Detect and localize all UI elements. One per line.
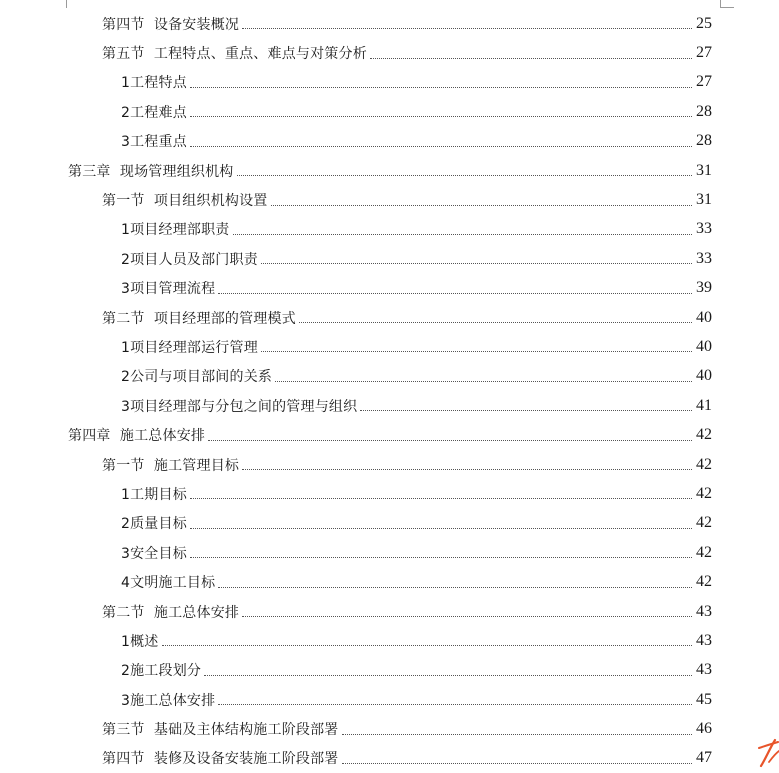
toc-entry[interactable] bbox=[0, 391, 712, 420]
toc-entry[interactable] bbox=[0, 303, 712, 332]
toc-entry-title: 第二节 项目经理部的管理模式 bbox=[102, 310, 296, 327]
toc-dot-leader bbox=[218, 279, 692, 294]
toc-dot-leader bbox=[261, 249, 692, 264]
toc-entry-page-number: 42 bbox=[696, 514, 712, 532]
toc-entry-title: 2公司与项目部间的关系 bbox=[121, 369, 273, 386]
toc-entry-page-number: 28 bbox=[696, 132, 712, 150]
toc-entry-title: 第三节 基础及主体结构施工阶段部署 bbox=[102, 722, 339, 739]
toc-dot-leader bbox=[218, 690, 692, 705]
toc-dot-leader bbox=[261, 337, 692, 352]
toc-entry[interactable] bbox=[0, 714, 712, 743]
toc-entry-title: 第四节 装修及设备安装施工阶段部署 bbox=[102, 751, 339, 768]
toc-entry[interactable] bbox=[0, 744, 712, 773]
toc-entry[interactable] bbox=[0, 215, 712, 244]
toc-entry[interactable] bbox=[0, 420, 712, 449]
toc-entry-page-number: 31 bbox=[696, 161, 712, 179]
toc-entry-title: 3工程重点 bbox=[121, 134, 187, 151]
toc-entry-page-number: 40 bbox=[696, 337, 712, 355]
toc-entry-page-number: 33 bbox=[696, 249, 712, 267]
toc-entry[interactable] bbox=[0, 626, 712, 655]
toc-entry[interactable] bbox=[0, 538, 712, 567]
toc-entry-title: 1项目经理部运行管理 bbox=[121, 339, 258, 356]
toc-entry[interactable] bbox=[0, 9, 712, 38]
toc-entry-title: 第四节 设备安装概况 bbox=[102, 16, 240, 33]
toc-entry-title: 第五节 工程特点、重点、难点与对策分析 bbox=[102, 46, 367, 63]
toc-dot-leader bbox=[162, 631, 692, 646]
toc-dot-leader bbox=[190, 484, 692, 499]
page-corner-mark-left bbox=[66, 0, 67, 8]
toc-entry-page-number: 47 bbox=[696, 749, 712, 767]
toc-entry-page-number: 42 bbox=[696, 426, 712, 444]
toc-entry-page-number: 25 bbox=[696, 14, 712, 32]
toc-entry[interactable] bbox=[0, 127, 712, 156]
toc-entry-title: 2工程难点 bbox=[121, 104, 187, 121]
toc-entry-title: 3施工总体安排 bbox=[121, 692, 216, 709]
toc-entry[interactable] bbox=[0, 185, 712, 214]
toc-entry-title: 4文明施工目标 bbox=[121, 575, 216, 592]
toc-dot-leader bbox=[360, 396, 692, 411]
toc-dot-leader bbox=[190, 514, 692, 529]
toc-entry[interactable] bbox=[0, 450, 712, 479]
toc-dot-leader bbox=[271, 191, 693, 206]
toc-entry-title: 第二节 施工总体安排 bbox=[102, 604, 240, 621]
toc-entry-title: 第四章 施工总体安排 bbox=[68, 428, 206, 445]
toc-dot-leader bbox=[190, 543, 692, 558]
toc-entry-title: 2施工段划分 bbox=[121, 663, 202, 680]
toc-dot-leader bbox=[237, 161, 693, 176]
toc-entry-title: 第三章 现场管理组织机构 bbox=[68, 163, 234, 180]
toc-entry[interactable] bbox=[0, 597, 712, 626]
toc-entry[interactable] bbox=[0, 567, 712, 596]
toc-dot-leader bbox=[190, 102, 692, 117]
toc-entry-page-number: 33 bbox=[696, 220, 712, 238]
toc-entry[interactable] bbox=[0, 332, 712, 361]
toc-entry[interactable] bbox=[0, 156, 712, 185]
toc-entry-page-number: 42 bbox=[696, 543, 712, 561]
toc-entry-title: 3项目经理部与分包之间的管理与组织 bbox=[121, 398, 358, 415]
toc-entry-page-number: 39 bbox=[696, 279, 712, 297]
toc-entry-page-number: 40 bbox=[696, 308, 712, 326]
toc-entry[interactable] bbox=[0, 244, 712, 273]
toc-entry-title: 第一节 项目组织机构设置 bbox=[102, 193, 268, 210]
toc-entry-page-number: 28 bbox=[696, 102, 712, 120]
toc-entry[interactable] bbox=[0, 479, 712, 508]
toc-entry-title: 1工程特点 bbox=[121, 75, 187, 92]
toc-dot-leader bbox=[190, 73, 692, 88]
toc-entry-title: 1项目经理部职责 bbox=[121, 222, 230, 239]
toc-entry-title: 1工期目标 bbox=[121, 486, 187, 503]
toc-entry-page-number: 40 bbox=[696, 367, 712, 385]
toc-entry-page-number: 45 bbox=[696, 690, 712, 708]
toc-entry-title: 2质量目标 bbox=[121, 516, 187, 533]
toc-dot-leader bbox=[218, 573, 692, 588]
toc-entry-title: 3安全目标 bbox=[121, 545, 187, 562]
toc-dot-leader bbox=[208, 426, 692, 441]
toc-entry-page-number: 41 bbox=[696, 396, 712, 414]
toc-entry-page-number: 43 bbox=[696, 661, 712, 679]
toc-entry-title: 2项目人员及部门职责 bbox=[121, 251, 258, 268]
page-corner-mark-right-horizontal bbox=[720, 7, 734, 8]
toc-entry[interactable] bbox=[0, 685, 712, 714]
toc-entry[interactable] bbox=[0, 97, 712, 126]
toc-entry-page-number: 27 bbox=[696, 44, 712, 62]
toc-dot-leader bbox=[190, 132, 692, 147]
toc-entry-page-number: 43 bbox=[696, 602, 712, 620]
toc-dot-leader bbox=[204, 661, 692, 676]
toc-entry-title: 1概述 bbox=[121, 633, 159, 650]
toc-entry-title: 第一节 施工管理目标 bbox=[102, 457, 240, 474]
toc-entry-page-number: 46 bbox=[696, 720, 712, 738]
toc-dot-leader bbox=[275, 367, 692, 382]
edge-annotation-stroke bbox=[757, 718, 779, 768]
toc-entry[interactable] bbox=[0, 274, 712, 303]
toc-entry[interactable] bbox=[0, 509, 712, 538]
toc-dot-leader bbox=[242, 602, 692, 617]
toc-dot-leader bbox=[233, 220, 692, 235]
toc-entry[interactable] bbox=[0, 362, 712, 391]
toc-entry-page-number: 42 bbox=[696, 484, 712, 502]
toc-dot-leader bbox=[299, 308, 692, 323]
toc-dot-leader bbox=[242, 14, 692, 29]
table-of-contents bbox=[0, 9, 779, 773]
toc-entry-page-number: 42 bbox=[696, 573, 712, 591]
toc-entry[interactable] bbox=[0, 68, 712, 97]
toc-entry-title: 3项目管理流程 bbox=[121, 281, 216, 298]
toc-entry-page-number: 42 bbox=[696, 455, 712, 473]
toc-entry-page-number: 27 bbox=[696, 73, 712, 91]
toc-entry[interactable] bbox=[0, 38, 712, 67]
toc-dot-leader bbox=[342, 749, 693, 764]
toc-entry-page-number: 31 bbox=[696, 191, 712, 209]
toc-dot-leader bbox=[242, 455, 692, 470]
toc-entry[interactable] bbox=[0, 656, 712, 685]
toc-dot-leader bbox=[370, 44, 692, 59]
toc-entry-page-number: 43 bbox=[696, 631, 712, 649]
toc-dot-leader bbox=[342, 720, 693, 735]
